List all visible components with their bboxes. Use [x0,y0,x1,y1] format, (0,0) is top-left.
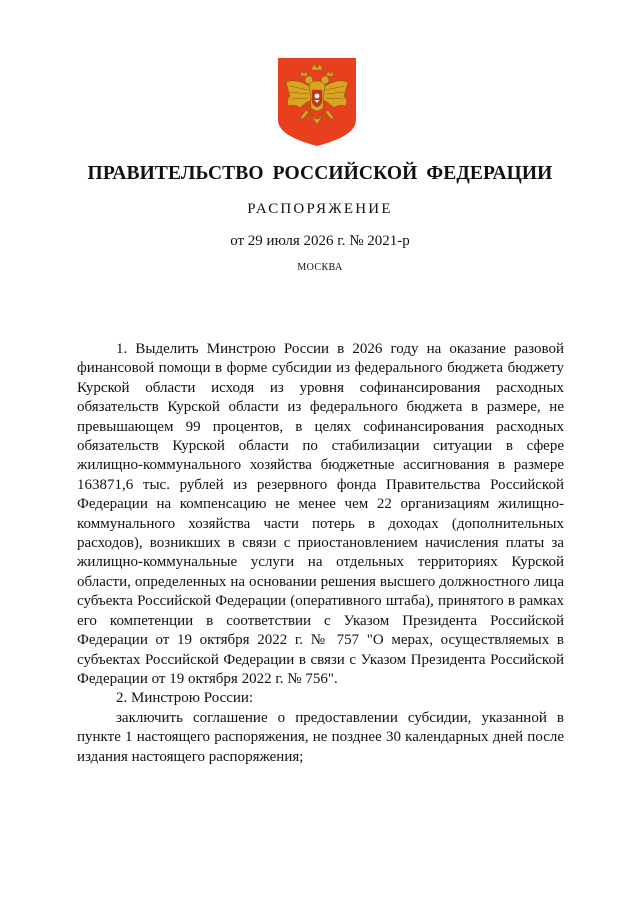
organization-title: ПРАВИТЕЛЬСТВО РОССИЙСКОЙ ФЕДЕРАЦИИ [87,163,553,184]
paragraph-2-subitem: заключить соглашение о предоставлении субсидии, указанной в пункте 1 настоящего распоряжения, не позднее 30 календарных дней после издания настоящего распоряжения; [77,709,564,765]
paragraph-1: 1. Выделить Минстрою России в 2026 году на оказание разовой финансовой помощи в форме субсидии из федерального бюджета бюджету Курской области исходя из уровня софинансирования расходных обязательств Курской области из федерального бюджета в размере, не превышающем 99 процентов, в целях софинансирования расходных обязательств Курской области по стабилизации ситуации в сфере жилищно-коммунального хозяйства бюджетные ассигнования в размере 163871,6 тыс. рублей из резервного фонда Правительства Российской Федерации на компенсацию не менее чем 22 организациям жилищно-коммунального хозяйства части потерь в доходах (дополнительных расходов), возникших в связи с приостановлением начисления платы за жилищно-коммунальные услуги на отдельных территориях Курской области, определенных на основании решения высшего должностного лица субъекта Российской Федерации (оперативного штаба), принятого в рамках его компетенции в соответствии с Указом Президента Российской Федерации от 19 октября 2022 г. № 757 "О мерах, осуществляемых в субъектах Российской Федерации в связи с Указом Президента Российской Федерации от 19 октября 2022 г. № 756". [77,341,564,687]
document-type: РАСПОРЯЖЕНИЕ [247,201,393,217]
document-body [77,340,564,767]
document-city: МОСКВА [297,262,343,273]
document-date-number: от 29 июля 2026 г. № 2021-р [230,233,410,249]
paragraph-2: 2. Минстрою России: [116,690,254,707]
coat-of-arms-icon [276,56,358,148]
